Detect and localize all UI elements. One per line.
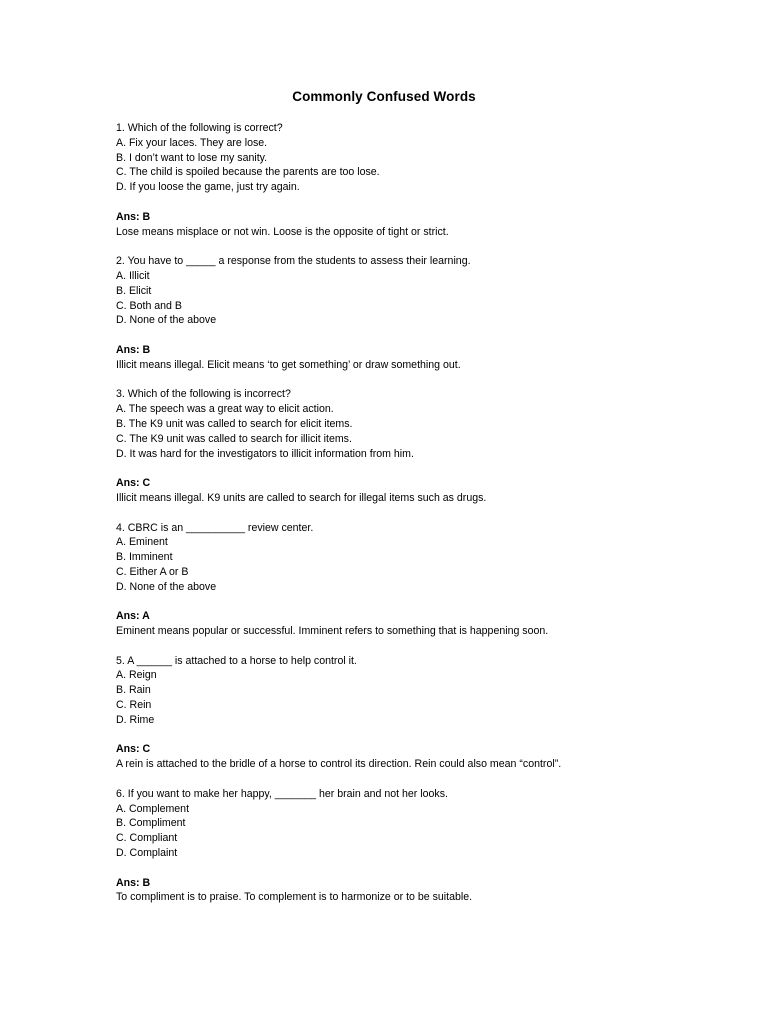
question-text: 6. If you want to make her happy, _______ her brain and not her looks.	[116, 787, 448, 800]
answer-block	[116, 210, 716, 240]
answer-label: Ans: C	[116, 743, 151, 756]
question-list	[116, 121, 716, 920]
answer-label: Ans: B	[116, 876, 151, 889]
answer-block	[116, 476, 716, 506]
option-a: A. Fix your laces. They are lose.	[116, 136, 268, 149]
option-d: D. If you loose the game, just try again.	[116, 181, 300, 194]
option-c: C. The K9 unit was called to search for illicit items.	[116, 432, 352, 445]
option-a: A. Eminent	[116, 536, 168, 549]
option-b: B. Elicit	[116, 284, 152, 297]
option-c: C. Both and B	[116, 299, 182, 312]
answer-label: Ans: A	[116, 610, 150, 623]
question-text: 4. CBRC is an __________ review center.	[116, 521, 314, 534]
question-block	[116, 787, 716, 861]
answer-label: Ans: C	[116, 477, 151, 490]
answer-explanation: Illicit means illegal. K9 units are called to search for illegal items such as drugs.	[116, 491, 487, 504]
option-b: B. The K9 unit was called to search for elicit items.	[116, 417, 353, 430]
question-block	[116, 254, 716, 328]
option-c: C. The child is spoiled because the parents are too lose.	[116, 166, 380, 179]
option-d: D. Complaint	[116, 847, 178, 860]
option-a: A. Complement	[116, 802, 190, 815]
answer-block	[116, 609, 716, 639]
answer-block	[116, 876, 716, 906]
document-title: Commonly Confused Words	[292, 89, 476, 104]
option-d: D. None of the above	[116, 314, 217, 327]
answer-explanation: To compliment is to praise. To complement is to harmonize or to be suitable.	[116, 891, 473, 904]
answer-explanation: Lose means misplace or not win. Loose is the opposite of tight or strict.	[116, 225, 449, 238]
option-c: C. Compliant	[116, 832, 178, 845]
option-d: D. None of the above	[116, 580, 217, 593]
question-text: 1. Which of the following is correct?	[116, 122, 283, 134]
answer-label: Ans: B	[116, 210, 151, 223]
question-block	[116, 521, 716, 595]
option-b: B. Imminent	[116, 551, 173, 564]
question-text: 5. A ______ is attached to a horse to help control it.	[116, 654, 357, 667]
option-b: B. Compliment	[116, 817, 186, 830]
question-block	[116, 121, 716, 195]
option-a: A. The speech was a great way to elicit action.	[116, 403, 334, 416]
answer-explanation: A rein is attached to the bridle of a horse to control its direction. Rein could also mean “control”.	[116, 758, 562, 771]
question-block	[116, 387, 716, 461]
option-a: A. Illicit	[116, 269, 150, 282]
question-text: 3. Which of the following is incorrect?	[116, 388, 291, 401]
answer-block	[116, 343, 716, 373]
option-c: C. Rein	[116, 699, 152, 712]
option-a: A. Reign	[116, 669, 157, 682]
option-b: B. Rain	[116, 684, 151, 697]
option-c: C. Either A or B	[116, 565, 189, 578]
answer-block	[116, 742, 716, 772]
question-text: 2. You have to _____ a response from the students to assess their learning.	[116, 255, 471, 268]
option-d: D. It was hard for the investigators to illicit information from him.	[116, 447, 414, 460]
answer-explanation: Eminent means popular or successful. Imminent refers to something that is happening soon.	[116, 625, 549, 638]
option-d: D. Rime	[116, 713, 155, 726]
answer-explanation: Illicit means illegal. Elicit means ‘to get something’ or draw something out.	[116, 358, 461, 371]
option-b: B. I don’t want to lose my sanity.	[116, 151, 268, 164]
answer-label: Ans: B	[116, 343, 151, 356]
question-block	[116, 654, 716, 728]
